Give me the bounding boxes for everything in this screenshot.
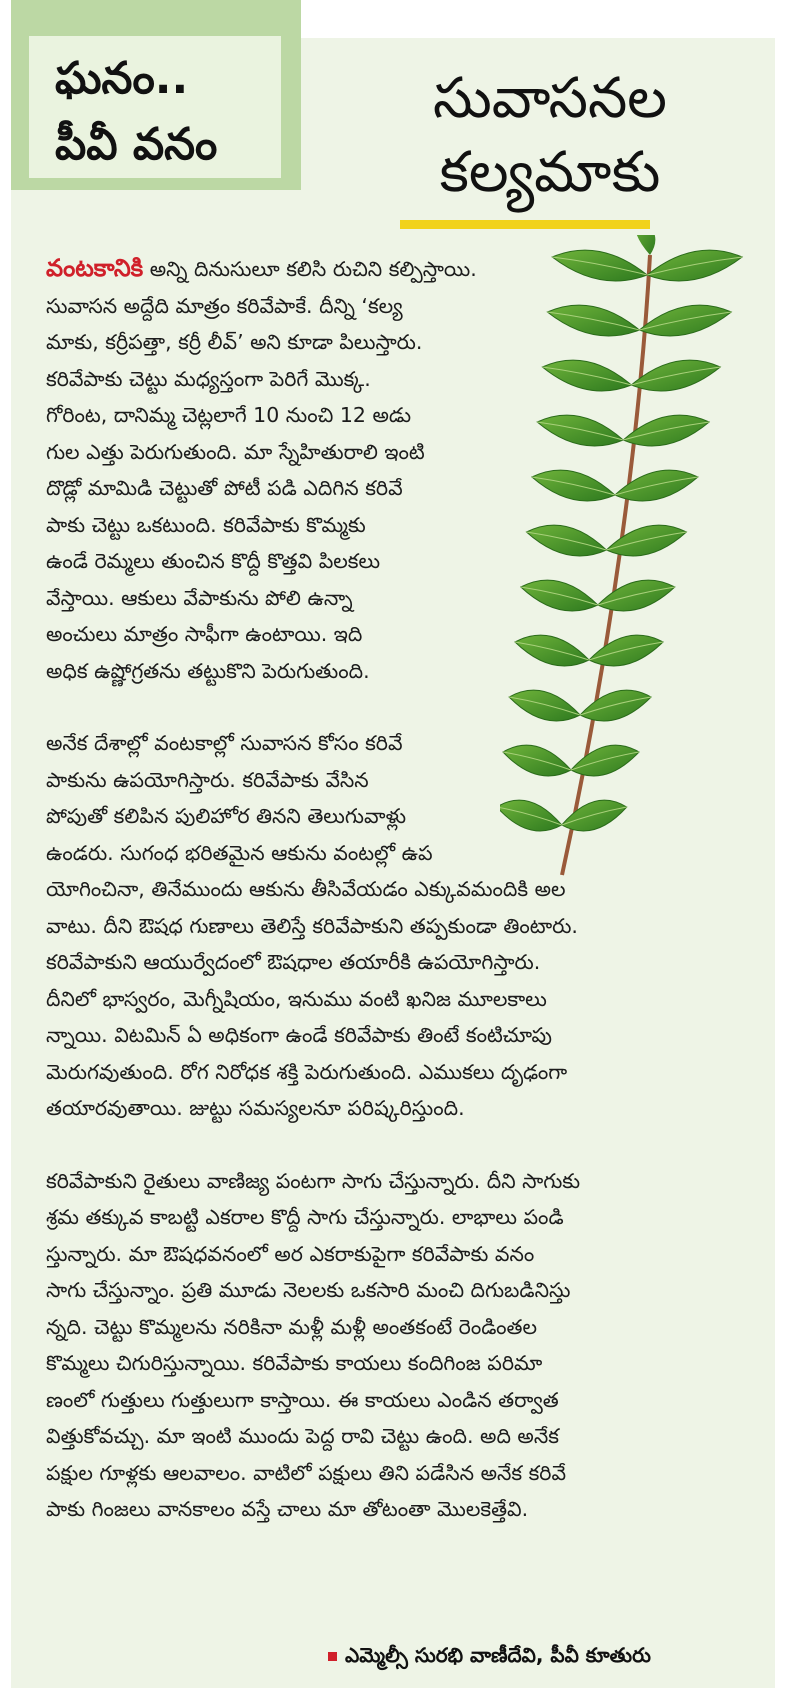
text-line: అంచులు మాత్రం సాఫీగా ఉంటాయి. ఇది <box>46 622 363 646</box>
headline-line-1: సువాసనల <box>433 66 667 131</box>
text-line: సువాసన అద్దేది మాత్రం కరివేపాకే. దీన్ని ‘కల్య <box>46 293 403 318</box>
byline-text: ఎమ్మెల్సీ సురభి వాణీదేవి, పీవీ కూతురు <box>345 1643 651 1667</box>
text-line: పాకు గింజలు వానకాలం వస్తే చాలు మా తోటంతా మొలకెత్తేవి. <box>46 1497 529 1521</box>
text-line: స్తున్నారు. మా ఔషధవనంలో అర ఎకరాకుపైగా కరివేపాకు వనం <box>46 1241 535 1266</box>
column-tag <box>11 0 301 190</box>
text-line: విత్తుకోవచ్చు. మా ఇంటి ముందు పెద్ద రావి చెట్టు ఉంది. అది అనేక <box>46 1424 559 1448</box>
column-tag-line-2: పీవీ వనం <box>55 119 218 170</box>
column-tag-line-1: ఘనం.. <box>55 53 189 104</box>
text-line: ణంలో గుత్తులు గుత్తులుగా కాస్తాయి. ఈ కాయలు ఎండిన తర్వాత <box>46 1387 559 1412</box>
text-line: శ్రమ తక్కువ కాబట్టి ఎకరాల కొద్దీ సాగు చేస్తున్నారు. లాభాలు పండి <box>46 1205 564 1229</box>
headline-underline <box>400 220 650 229</box>
text-line: వేస్తాయి. ఆకులు వేపాకును పోలి ఉన్నా <box>46 585 353 610</box>
text-line: గోరింట, దానిమ్మ చెట్లలాగే 10 నుంచి 12 అడు <box>46 403 412 427</box>
text-line: కరివేపాకుని రైతులు వాణిజ్య పంటగా సాగు చేస్తున్నారు. దీని సాగుకు <box>46 1168 581 1193</box>
paragraph-1 <box>46 250 746 689</box>
text-line: వాటు. దీని ఔషధ గుణాలు తెలిస్తే కరివేపాకుని తప్పకుండా తింటారు. <box>46 913 578 938</box>
paragraph-1-line-1-rest: అన్ని దినుసులూ కలిసి రుచిని కల్పిస్తాయి. <box>143 257 477 281</box>
text-line: మెరుగవుతుంది. రోగ నిరోధక శక్తి పెరుగుతుంది. ఎముకలు దృఢంగా <box>46 1059 568 1084</box>
text-line: ఉండే రెమ్మలు తుంచిన కొద్దీ కొత్తవి పిలకలు <box>46 549 381 573</box>
text-line: న్నాయి. విటమిన్ ఏ అధికంగా ఉండే కరివేపాకు తింటే కంటిచూపు <box>46 1023 552 1047</box>
author-byline <box>328 1640 748 1670</box>
text-line: కరివేపాకు చెట్టు మధ్యస్తంగా పెరిగే మొక్క. <box>46 366 371 391</box>
text-line: తయారవుతాయి. జుట్టు సమస్యలనూ పరిష్కరిస్తుంది. <box>46 1096 465 1120</box>
paragraph-2 <box>46 725 746 1127</box>
headline-line-2: కల్యమాకు <box>439 140 661 205</box>
text-line: దొడ్లో మామిడి చెట్టుతో పోటీ పడి ఎదిగిన కరివే <box>46 476 403 500</box>
text-line: పోపుతో కలిపిన పులిహోర తినని తెలుగువాళ్లు <box>46 804 407 828</box>
paragraph-1-line-1 <box>46 250 746 288</box>
text-line: ఉండరు. సుగంధ భరితమైన ఆకును వంటల్లో ఉప <box>46 840 433 865</box>
text-line: కరివేపాకుని ఆయుర్వేదంలో ఔషధాల తయారీకి ఉపయోగిస్తారు. <box>46 950 541 974</box>
text-line: న్నది. చెట్టు కొమ్మలను నరికినా మళ్లీ మళ్లీ అంతకంటే రెండింతల <box>46 1314 537 1339</box>
text-line: పాకు చెట్టు ఒకటుంది. కరివేపాకు కొమ్మకు <box>46 512 366 537</box>
text-line: పక్షుల గూళ్లకు ఆలవాలం. వాటిలో పక్షులు తిని పడేసిన అనేక కరివే <box>46 1460 567 1485</box>
text-line: మాకు, కర్రీపత్తా, కర్రీ లీవ్’ అని కూడా పిలుస్తారు. <box>46 330 423 354</box>
article-body <box>46 250 746 1528</box>
column-tag-inner <box>29 36 281 178</box>
headline <box>360 62 740 210</box>
text-line: దీనిలో భాస్వరం, మెగ్నీషియం, ఇనుము వంటి ఖనిజ మూలకాలు <box>46 986 547 1011</box>
text-line: అనేక దేశాల్లో వంటకాల్లో సువాసన కోసం కరివే <box>46 731 403 755</box>
paragraph-3 <box>46 1163 746 1528</box>
text-line: గుల ఎత్తు పెరుగుతుంది. మా స్నేహితురాలి ఇంటి <box>46 439 425 464</box>
text-line: కొమ్మలు చిగురిస్తున్నాయి. కరివేపాకు కాయలు కందిగింజ పరిమా <box>46 1351 543 1375</box>
text-line: యోగించినా, తినేముందు ఆకును తీసివేయడం ఎక్కువమందికి అల <box>46 877 566 901</box>
byline-bullet-icon <box>328 1652 337 1661</box>
text-line: పాకును ఉపయోగిస్తారు. కరివేపాకు వేసిన <box>46 767 369 792</box>
text-line: అధిక ఉష్ణోగ్రతను తట్టుకొని పెరుగుతుంది. <box>46 658 370 683</box>
text-line: సాగు చేస్తున్నాం. ప్రతి మూడు నెలలకు ఒకసారి మంచి దిగుబడినిస్తు <box>46 1278 571 1302</box>
lead-word: వంటకానికి <box>46 254 144 282</box>
